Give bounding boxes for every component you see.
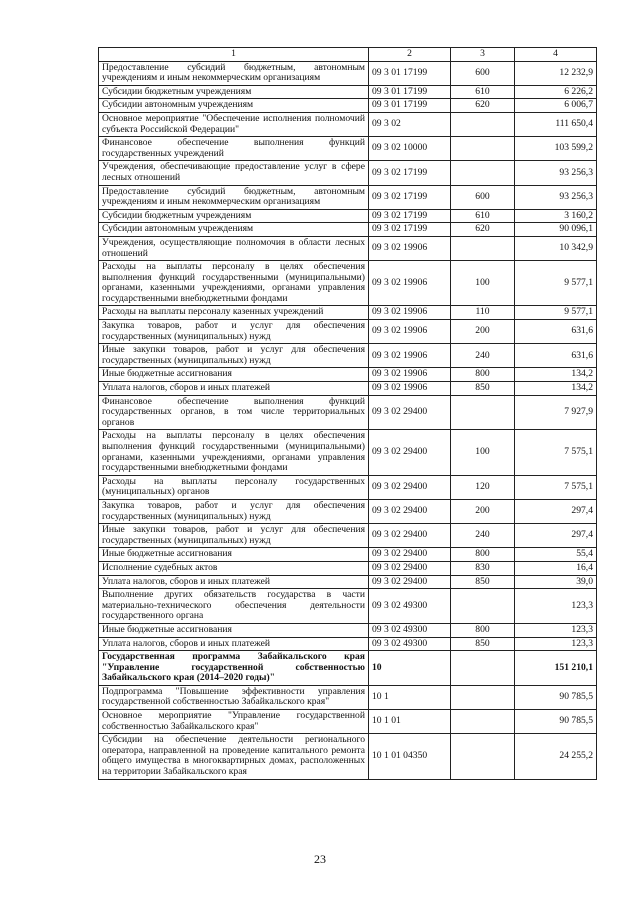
table-row	[99, 261, 597, 306]
row-description: Расходы на выплаты персоналу государственных (муниципальных) органов	[99, 475, 369, 499]
row-expense-type	[451, 112, 515, 136]
table-row	[99, 306, 597, 320]
row-description: Субсидии автономным учреждениям	[99, 223, 369, 237]
row-amount: 55,4	[515, 548, 597, 562]
row-code: 09 3 02 17199	[369, 185, 451, 209]
row-amount: 90 096,1	[515, 223, 597, 237]
row-code: 09 3 02 29400	[369, 430, 451, 475]
row-expense-type	[451, 395, 515, 430]
row-code: 09 3 01 17199	[369, 85, 451, 99]
row-expense-type	[451, 137, 515, 161]
row-code: 09 3 02 29400	[369, 499, 451, 523]
row-description: Финансовое обеспечение выполнения функций государственных органов, в том числе территориальных органов	[99, 395, 369, 430]
row-description: Уплата налогов, сборов и иных платежей	[99, 637, 369, 651]
row-expense-type	[451, 710, 515, 734]
row-expense-type: 600	[451, 185, 515, 209]
row-expense-type	[451, 161, 515, 185]
row-amount: 111 650,4	[515, 112, 597, 136]
table-row	[99, 161, 597, 185]
row-expense-type: 100	[451, 261, 515, 306]
header-col-4: 4	[515, 48, 597, 62]
row-code: 09 3 02 19906	[369, 368, 451, 382]
row-expense-type: 620	[451, 99, 515, 113]
row-description: Закупка товаров, работ и услуг для обеспечения государственных (муниципальных) нужд	[99, 320, 369, 344]
row-expense-type: 800	[451, 548, 515, 562]
row-code: 09 3 01 17199	[369, 99, 451, 113]
row-expense-type: 240	[451, 344, 515, 368]
row-amount: 631,6	[515, 320, 597, 344]
table-row	[99, 368, 597, 382]
row-description: Субсидии бюджетным учреждениям	[99, 85, 369, 99]
table-row	[99, 548, 597, 562]
row-expense-type: 850	[451, 637, 515, 651]
row-amount: 90 785,5	[515, 710, 597, 734]
row-amount: 297,4	[515, 524, 597, 548]
row-amount: 6 226,2	[515, 85, 597, 99]
row-description: Основное мероприятие "Управление государственной собственностью Забайкальского края"	[99, 710, 369, 734]
row-expense-type: 620	[451, 223, 515, 237]
table-row	[99, 734, 597, 779]
row-description: Финансовое обеспечение выполнения функций государственных учреждений	[99, 137, 369, 161]
table-row	[99, 589, 597, 624]
row-code: 09 3 02 49300	[369, 589, 451, 624]
row-expense-type: 800	[451, 368, 515, 382]
table-row	[99, 623, 597, 637]
table-row	[99, 185, 597, 209]
table-row	[99, 320, 597, 344]
row-description: Уплата налогов, сборов и иных платежей	[99, 575, 369, 589]
table-row	[99, 99, 597, 113]
row-expense-type: 850	[451, 575, 515, 589]
row-expense-type	[451, 236, 515, 260]
row-expense-type	[451, 685, 515, 709]
row-expense-type: 610	[451, 209, 515, 223]
table-row	[99, 475, 597, 499]
row-amount: 39,0	[515, 575, 597, 589]
row-code: 10 1 01	[369, 710, 451, 734]
table-row	[99, 382, 597, 396]
row-description: Исполнение судебных актов	[99, 561, 369, 575]
row-description: Иные закупки товаров, работ и услуг для обеспечения государственных (муниципальных) нужд	[99, 344, 369, 368]
row-expense-type: 240	[451, 524, 515, 548]
table-row	[99, 85, 597, 99]
row-code: 09 3 02 19906	[369, 382, 451, 396]
row-description: Учреждения, осуществляющие полномочия в области лесных отношений	[99, 236, 369, 260]
row-code: 09 3 02 17199	[369, 161, 451, 185]
row-amount: 134,2	[515, 368, 597, 382]
row-expense-type	[451, 589, 515, 624]
row-amount: 123,3	[515, 589, 597, 624]
row-code: 09 3 02 10000	[369, 137, 451, 161]
row-code: 09 3 02 19906	[369, 344, 451, 368]
row-code: 10	[369, 651, 451, 686]
table-row	[99, 637, 597, 651]
row-expense-type: 200	[451, 320, 515, 344]
header-col-3: 3	[451, 48, 515, 62]
row-amount: 93 256,3	[515, 185, 597, 209]
table-row	[99, 561, 597, 575]
row-code: 09 3 02 29400	[369, 548, 451, 562]
row-description: Расходы на выплаты персоналу казенных учреждений	[99, 306, 369, 320]
row-amount: 16,4	[515, 561, 597, 575]
row-description: Расходы на выплаты персоналу в целях обеспечения выполнения функций государственными (муниципальными) органами, казенными учреждениями, органами управления государственными внебюджетными фондами	[99, 261, 369, 306]
table-row	[99, 112, 597, 136]
row-amount: 631,6	[515, 344, 597, 368]
row-description: Предоставление субсидий бюджетным, автономным учреждениям и иным некоммерческим организациям	[99, 61, 369, 85]
row-code: 09 3 02 29400	[369, 575, 451, 589]
row-code: 09 3 02 49300	[369, 637, 451, 651]
row-expense-type: 850	[451, 382, 515, 396]
row-amount: 7 575,1	[515, 475, 597, 499]
row-description: Подпрограмма "Повышение эффективности управления государственной собственностью Забайкальского края"	[99, 685, 369, 709]
row-description: Уплата налогов, сборов и иных платежей	[99, 382, 369, 396]
row-amount: 6 006,7	[515, 99, 597, 113]
row-description: Выполнение других обязательств государства в части материально-технического обеспечения деятельности государственного органа	[99, 589, 369, 624]
row-expense-type: 610	[451, 85, 515, 99]
row-description: Иные бюджетные ассигнования	[99, 623, 369, 637]
table-row	[99, 61, 597, 85]
row-code: 09 3 02 49300	[369, 623, 451, 637]
row-description: Субсидии автономным учреждениям	[99, 99, 369, 113]
row-code: 09 3 02 29400	[369, 524, 451, 548]
table-row	[99, 710, 597, 734]
row-expense-type: 100	[451, 430, 515, 475]
row-amount: 93 256,3	[515, 161, 597, 185]
row-code: 09 3 02 19906	[369, 236, 451, 260]
row-amount: 24 255,2	[515, 734, 597, 779]
row-description: Иные бюджетные ассигнования	[99, 368, 369, 382]
table-row	[99, 209, 597, 223]
row-amount: 3 160,2	[515, 209, 597, 223]
row-code: 09 3 02 19906	[369, 306, 451, 320]
table-row	[99, 651, 597, 686]
row-expense-type: 200	[451, 499, 515, 523]
row-amount: 9 577,1	[515, 306, 597, 320]
row-description: Субсидии на обеспечение деятельности регионального оператора, направленной на проведение капитального ремонта общего имущества в многоквартирных домах, расположенных на территории Забайкальского края	[99, 734, 369, 779]
page-number: 23	[314, 852, 326, 866]
row-amount: 7 575,1	[515, 430, 597, 475]
row-amount: 12 232,9	[515, 61, 597, 85]
row-description: Иные бюджетные ассигнования	[99, 548, 369, 562]
table-row	[99, 499, 597, 523]
row-description: Закупка товаров, работ и услуг для обеспечения государственных (муниципальных) нужд	[99, 499, 369, 523]
header-row	[99, 48, 597, 62]
row-amount: 7 927,9	[515, 395, 597, 430]
row-code: 09 3 01 17199	[369, 61, 451, 85]
table-row	[99, 236, 597, 260]
row-code: 10 1	[369, 685, 451, 709]
table-row	[99, 344, 597, 368]
row-expense-type: 600	[451, 61, 515, 85]
row-code: 09 3 02	[369, 112, 451, 136]
budget-table	[98, 47, 597, 780]
row-description: Субсидии бюджетным учреждениям	[99, 209, 369, 223]
row-description: Учреждения, обеспечивающие предоставление услуг в сфере лесных отношений	[99, 161, 369, 185]
row-amount: 9 577,1	[515, 261, 597, 306]
row-code: 09 3 02 19906	[369, 320, 451, 344]
row-code: 09 3 02 29400	[369, 561, 451, 575]
row-expense-type	[451, 734, 515, 779]
table-row	[99, 223, 597, 237]
row-code: 09 3 02 17199	[369, 209, 451, 223]
row-amount: 297,4	[515, 499, 597, 523]
row-expense-type: 800	[451, 623, 515, 637]
row-amount: 103 599,2	[515, 137, 597, 161]
row-amount: 10 342,9	[515, 236, 597, 260]
row-amount: 151 210,1	[515, 651, 597, 686]
table-row	[99, 685, 597, 709]
row-amount: 123,3	[515, 623, 597, 637]
row-expense-type	[451, 651, 515, 686]
row-expense-type: 830	[451, 561, 515, 575]
row-description: Предоставление субсидий бюджетным, автономным учреждениям и иным некоммерческим организациям	[99, 185, 369, 209]
table-row	[99, 395, 597, 430]
row-description: Иные закупки товаров, работ и услуг для обеспечения государственных (муниципальных) нужд	[99, 524, 369, 548]
table-row	[99, 137, 597, 161]
row-code: 09 3 02 19906	[369, 261, 451, 306]
header-col-2: 2	[369, 48, 451, 62]
row-description: Государственная программа Забайкальского края "Управление государственной собственностью Забайкальского края (2014–2020 годы)"	[99, 651, 369, 686]
table-row	[99, 430, 597, 475]
row-description: Основное мероприятие "Обеспечение исполнения полномочий субъекта Российской Федерации"	[99, 112, 369, 136]
row-expense-type: 110	[451, 306, 515, 320]
table-row	[99, 575, 597, 589]
row-expense-type: 120	[451, 475, 515, 499]
row-code: 09 3 02 29400	[369, 395, 451, 430]
row-description: Расходы на выплаты персоналу в целях обеспечения выполнения функций государственными (муниципальными) органами, казенными учреждениями, органами управления государственными внебюджетными фондами	[99, 430, 369, 475]
row-amount: 90 785,5	[515, 685, 597, 709]
row-code: 10 1 01 04350	[369, 734, 451, 779]
table-row	[99, 524, 597, 548]
row-amount: 123,3	[515, 637, 597, 651]
row-amount: 134,2	[515, 382, 597, 396]
row-code: 09 3 02 17199	[369, 223, 451, 237]
row-code: 09 3 02 29400	[369, 475, 451, 499]
header-col-1: 1	[99, 48, 369, 62]
